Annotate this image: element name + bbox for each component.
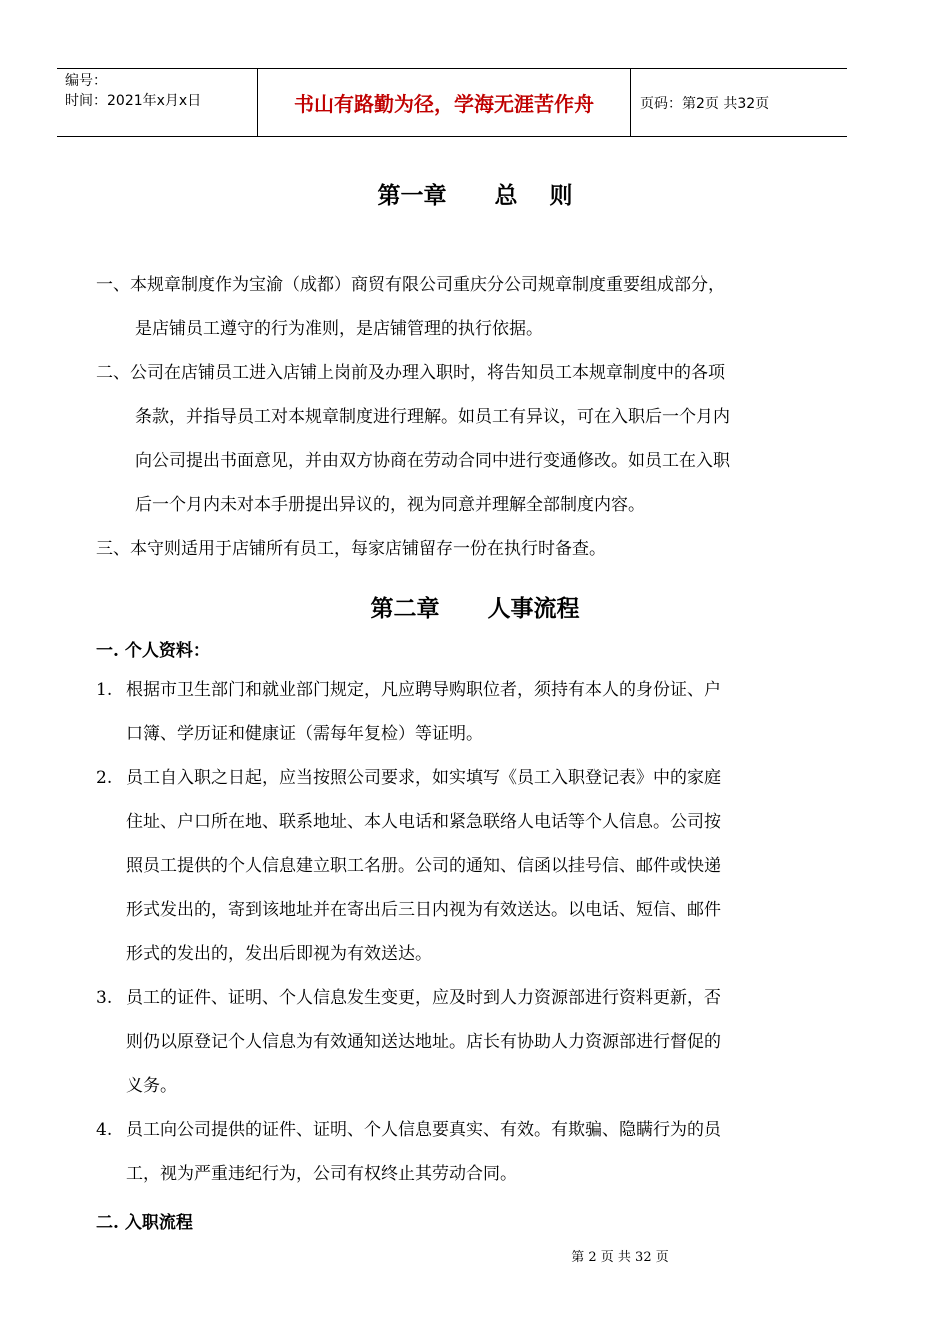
page-footer: 第 2 页 共 32 页 [571,1250,669,1265]
section-onboarding: 二. 入职流程 [96,1213,193,1233]
paragraph-line: 形式发出的，寄到该地址并在寄出后三日内视为有效送达。以电话、短信、邮件 [126,900,721,920]
paragraph-line: 口簿、学历证和健康证（需每年复检）等证明。 [126,724,483,744]
chapter-2-title: 第二章 人事流程 [370,595,580,622]
chapter-1-item-1 [96,263,725,351]
paragraph-line: 三、本守则适用于店铺所有员工，每家店铺留存一份在执行时备查。 [96,539,606,559]
paragraph-line: 是店铺员工遵守的行为准则，是店铺管理的执行依据。 [135,319,543,339]
item-number: 2. [96,768,113,788]
paragraph-line: 向公司提出书面意见，并由双方协商在劳动合同中进行变通修改。如员工在入职 [135,451,730,471]
header-divider [630,69,631,136]
paragraph-line: 员工向公司提供的证件、证明、个人信息要真实、有效。有欺骗、隐瞒行为的员 [126,1120,721,1140]
header-meta [65,71,201,111]
chapter-2-item-3 [96,976,721,1108]
paragraph-line: 照员工提供的个人信息建立职工名册。公司的通知、信函以挂号信、邮件或快递 [126,856,721,876]
paragraph-line: 住址、户口所在地、联系地址、本人电话和紧急联络人电话等个人信息。公司按 [126,812,721,832]
paragraph-line: 根据市卫生部门和就业部门规定，凡应聘导购职位者，须持有本人的身份证、户 [126,680,721,700]
header-motto: 书山有路勤为径，学海无涯苦作舟 [294,92,594,116]
item-number: 1. [96,680,113,700]
section-personal-info: 一. 个人资料： [96,641,210,661]
paragraph-line: 员工自入职之日起，应当按照公司要求，如实填写《员工入职登记表》中的家庭 [126,768,721,788]
item-number: 4. [96,1120,113,1140]
paragraph-line: 形式的发出的，发出后即视为有效送达。 [126,944,432,964]
paragraph-line: 义务。 [126,1076,177,1096]
number-label: 编号： [65,73,107,89]
paragraph-line: 后一个月内未对本手册提出异议的，视为同意并理解全部制度内容。 [135,495,645,515]
paragraph-line: 一、本规章制度作为宝渝（成都）商贸有限公司重庆分公司规章制度重要组成部分， [96,275,725,295]
item-number: 3. [96,988,113,1008]
chapter-2-item-4 [96,1108,721,1196]
paragraph-line: 则仍以原登记个人信息为有效通知送达地址。店长有协助人力资源部进行督促的 [126,1032,721,1052]
paragraph-line: 工，视为严重违纪行为，公司有权终止其劳动合同。 [126,1164,517,1184]
page-header [57,68,847,137]
chapter-1-item-2 [96,351,730,527]
paragraph-line: 二、公司在店铺员工进入店铺上岗前及办理入职时，将告知员工本规章制度中的各项 [96,363,725,383]
header-page-info: 页码：第2页 共32页 [640,95,770,112]
chapter-2-item-1 [96,668,721,756]
chapter-2-item-2 [96,756,721,976]
chapter-1-title: 第一章 总 则 [377,182,573,209]
paragraph-line: 员工的证件、证明、个人信息发生变更，应及时到人力资源部进行资料更新，否 [126,988,721,1008]
paragraph-line: 条款，并指导员工对本规章制度进行理解。如员工有异议，可在入职后一个月内 [135,407,730,427]
chapter-1-item-3 [96,527,606,571]
time-label: 时间：2021年x月x日 [65,93,202,109]
